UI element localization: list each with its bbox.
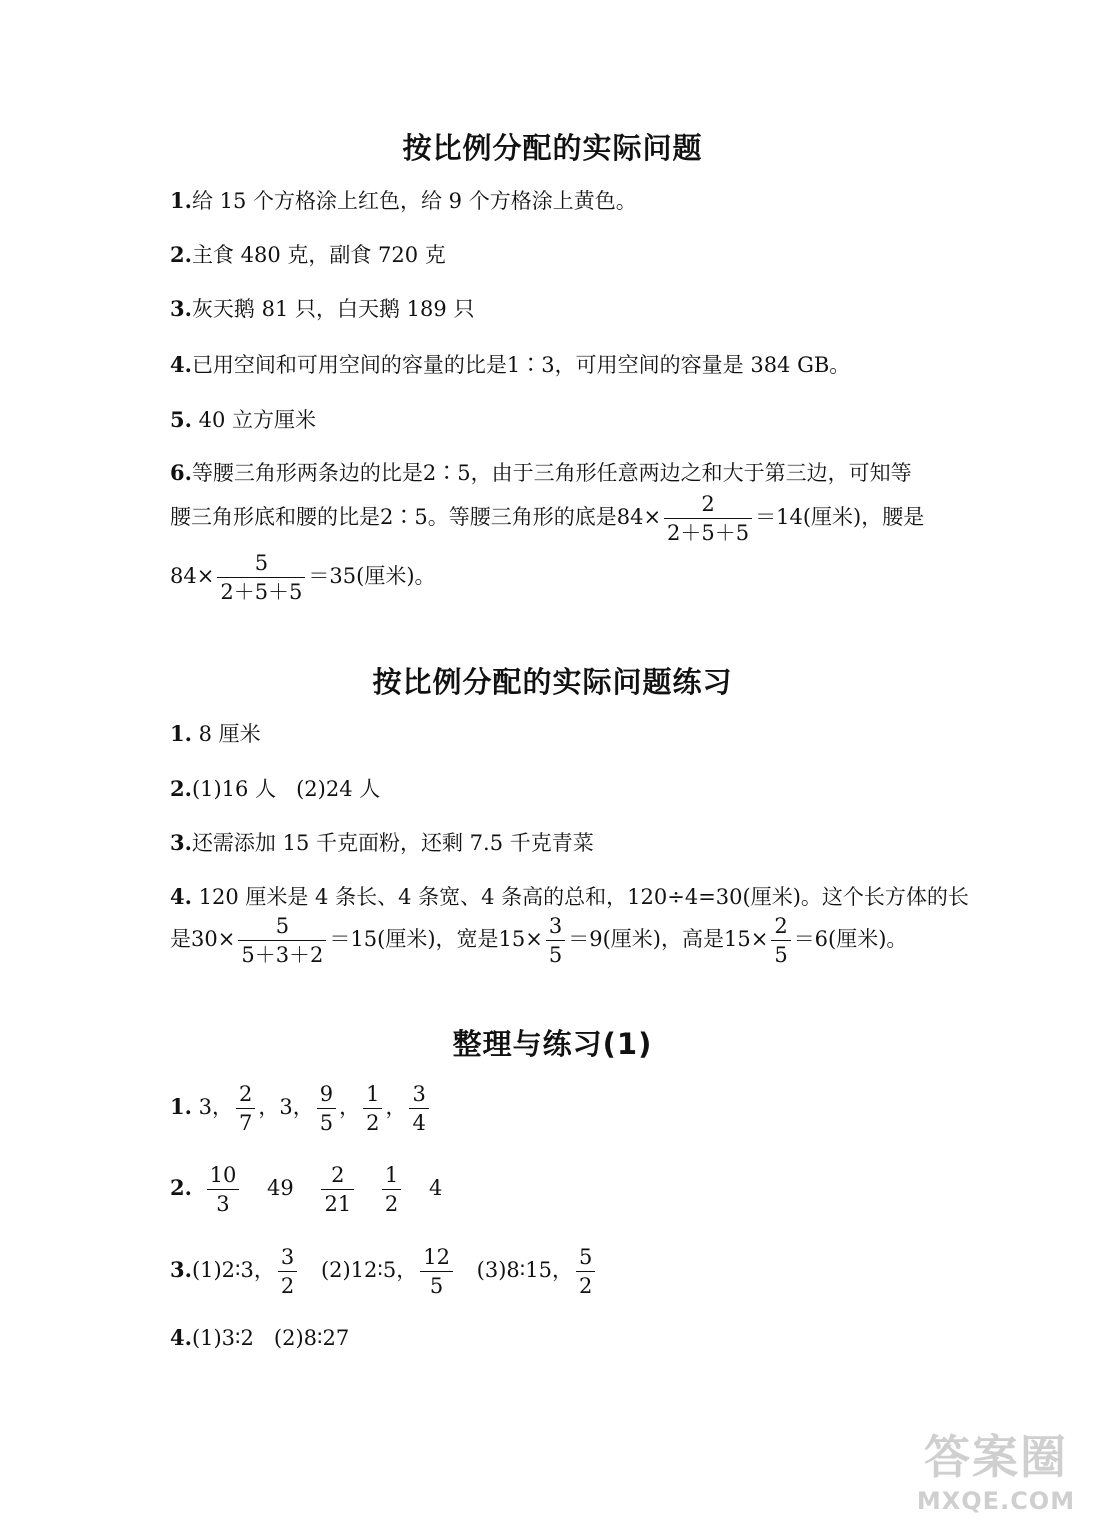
fraction-denominator: 2 (278, 1271, 297, 1300)
fraction (217, 549, 305, 606)
fraction (771, 912, 790, 969)
watermark-url: MXQE.COM (916, 1487, 1076, 1515)
s1-item-6-line1 (170, 458, 912, 488)
fraction (236, 1080, 255, 1137)
s1-item-4 (170, 350, 850, 380)
item-number: 3. (170, 1257, 192, 1282)
s1-item-1 (170, 186, 637, 216)
fraction (420, 1243, 453, 1300)
fraction (664, 490, 752, 547)
item-text: 还需添加 15 千克面粉，还剩 7.5 千克青菜 (191, 831, 594, 855)
fraction-numerator: 12 (423, 1245, 450, 1269)
fraction-denominator: 5 (420, 1271, 453, 1300)
s1-item-3 (170, 294, 474, 324)
fraction-numerator: 3 (280, 1245, 295, 1269)
item-text: (1)3∶2 (2)8∶27 (191, 1326, 350, 1350)
item-text: ＝14(厘米)，腰是 (755, 505, 925, 529)
watermark-logo: 答案圈 (924, 1430, 1068, 1484)
fraction-denominator: 7 (236, 1108, 255, 1137)
s2-item-2 (170, 774, 380, 804)
item-text: (1)2∶3， (191, 1258, 275, 1282)
item-number: 6. (170, 460, 192, 485)
fraction-numerator: 3 (412, 1082, 426, 1106)
s1-item-5 (170, 405, 316, 435)
fraction-numerator: 9 (319, 1082, 334, 1106)
item-number: 2. (170, 1175, 192, 1200)
item-text: 等腰三角形两条边的比是2∶5，由于三角形任意两边之和大于第三边，可知等 (191, 461, 912, 485)
item-text: 49 (267, 1176, 294, 1200)
item-text: 给 15 个方格涂上红色，给 9 个方格涂上黄色。 (191, 189, 637, 213)
item-text: ＝9(厘米)，高是15× (568, 927, 769, 951)
s3-item-2 (170, 1161, 442, 1218)
item-number: 5. (170, 407, 192, 432)
fraction-denominator: 2＋5＋5 (217, 577, 305, 606)
item-text: 灰天鹅 81 只，白天鹅 189 只 (191, 297, 475, 321)
fraction-numerator: 5 (275, 914, 290, 938)
fraction-denominator: 2 (382, 1189, 401, 1218)
item-text: ，3， (258, 1095, 314, 1119)
item-number: 4. (170, 884, 192, 909)
s1-item-6-line3 (170, 549, 436, 606)
item-text: ， (385, 1095, 407, 1119)
fraction (546, 912, 565, 969)
fraction (238, 912, 326, 969)
fraction-numerator: 5 (578, 1245, 593, 1269)
s2-item-1 (170, 719, 261, 749)
item-number: 4. (170, 352, 192, 377)
item-number: 1. (170, 188, 192, 213)
item-text: 主食 480 克，副食 720 克 (191, 243, 446, 267)
item-number: 1. (170, 1094, 192, 1119)
item-number: 3. (170, 296, 192, 321)
item-text: 腰三角形底和腰的比是2∶5。等腰三角形的底是84× (170, 505, 662, 529)
item-text: 已用空间和可用空间的容量的比是1∶3，可用空间的容量是 384 GB。 (191, 353, 851, 377)
fraction-numerator: 1 (366, 1082, 380, 1106)
item-text: 4 (428, 1176, 443, 1200)
s2-item-3 (170, 828, 594, 858)
fraction-denominator: 3 (207, 1189, 240, 1218)
fraction (207, 1161, 240, 1218)
item-text: (3)8∶15， (476, 1258, 573, 1282)
fraction-denominator: 5 (546, 940, 565, 969)
item-text: 3， (191, 1095, 233, 1119)
item-text: 8 厘米 (191, 722, 261, 746)
section-1-title: 按比例分配的实际问题 (402, 131, 703, 165)
fraction-numerator: 5 (254, 551, 269, 575)
fraction-numerator: 2 (701, 492, 715, 516)
item-text: ， (339, 1095, 361, 1119)
item-number: 1. (170, 721, 192, 746)
fraction-numerator: 2 (238, 1082, 253, 1106)
fraction-numerator: 1 (384, 1163, 399, 1187)
item-text: ＝35(厘米)。 (308, 564, 436, 588)
fraction-denominator: 5＋3＋2 (238, 940, 326, 969)
fraction (278, 1243, 297, 1300)
section-2-title: 按比例分配的实际问题练习 (372, 665, 733, 699)
fraction (576, 1243, 595, 1300)
fraction-numerator: 3 (548, 914, 563, 938)
s1-item-2 (170, 240, 446, 270)
fraction-numerator: 2 (774, 914, 788, 938)
fraction-denominator: 21 (321, 1189, 354, 1218)
fraction (317, 1080, 336, 1137)
s3-item-3 (170, 1243, 598, 1300)
fraction-denominator: 4 (409, 1108, 428, 1137)
item-text: ＝6(厘米)。 (793, 927, 908, 951)
item-text: (2)12∶5， (320, 1258, 418, 1282)
item-text: 40 立方厘米 (191, 408, 317, 432)
item-text: 84× (170, 564, 215, 588)
s3-item-4 (170, 1323, 349, 1353)
s2-item-4-line2 (170, 912, 907, 969)
section-3-title: 整理与练习(1) (452, 1027, 653, 1061)
item-text: (1)16 人 (2)24 人 (191, 777, 381, 801)
s2-item-4-line1 (170, 882, 969, 912)
fraction-denominator: 5 (771, 940, 790, 969)
fraction-numerator: 2 (331, 1163, 345, 1187)
fraction (321, 1161, 354, 1218)
fraction (409, 1080, 428, 1137)
item-text: ＝15(厘米)，宽是15× (329, 927, 543, 951)
fraction (382, 1161, 401, 1218)
item-number: 3. (170, 830, 192, 855)
fraction-denominator: 2 (363, 1108, 382, 1137)
item-number: 2. (170, 242, 192, 267)
s3-item-1 (170, 1080, 432, 1137)
s1-item-6-line2 (170, 490, 924, 547)
fraction-denominator: 2 (576, 1271, 595, 1300)
item-number: 4. (170, 1325, 192, 1350)
watermark (901, 1428, 1091, 1528)
item-number: 2. (170, 776, 192, 801)
fraction-denominator: 2＋5＋5 (664, 518, 752, 547)
item-text: 是30× (170, 927, 236, 951)
fraction-denominator: 5 (317, 1108, 336, 1137)
item-text: 120 厘米是 4 条长、4 条宽、4 条高的总和，120÷4=30(厘米)。这个长方体的长 (191, 885, 969, 909)
fraction-numerator: 10 (209, 1163, 237, 1187)
fraction (363, 1080, 382, 1137)
